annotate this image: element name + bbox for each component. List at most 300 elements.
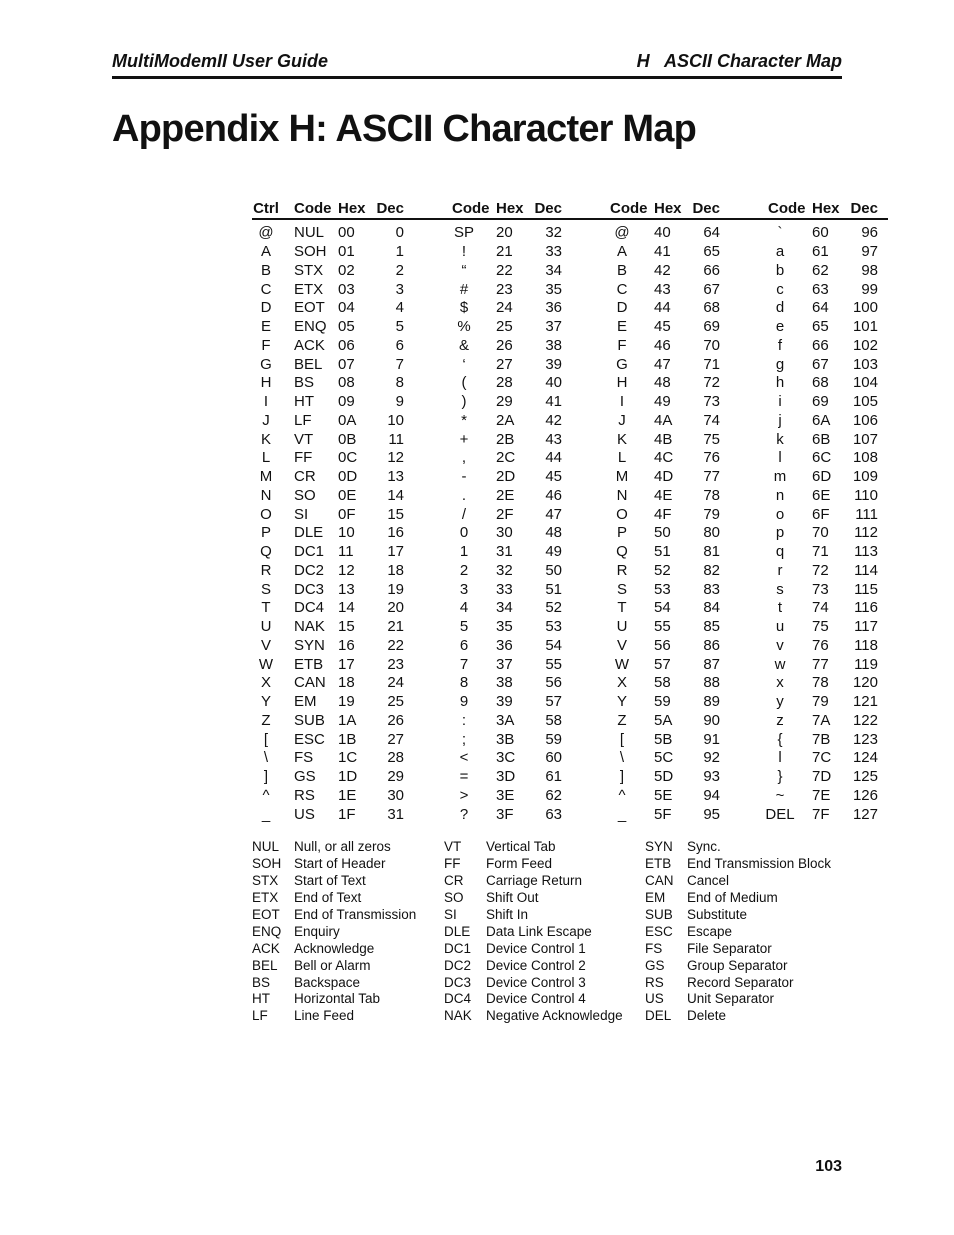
table-cell: 12	[338, 561, 355, 579]
table-cell: 34	[545, 261, 562, 279]
table-cell: J	[262, 411, 270, 429]
table-cell: 63	[812, 280, 829, 298]
table-cell: 90	[703, 711, 720, 729]
legend-abbreviation: EOT	[252, 907, 280, 922]
table-cell: e	[775, 318, 785, 336]
table-cell: 114	[854, 561, 878, 579]
table-cell: 6B	[812, 430, 831, 448]
table-cell: S	[260, 580, 271, 598]
table-cell: 16	[387, 524, 404, 542]
table-cell: 18	[387, 561, 404, 579]
table-cell: 13	[387, 468, 404, 486]
table-cell: 3	[395, 280, 404, 298]
table-cell: 62	[812, 261, 829, 279]
table-cell: 6A	[812, 411, 831, 429]
column-header: Ctrl	[253, 200, 279, 217]
table-cell: SOH	[294, 243, 327, 261]
table-cell: 3C	[496, 749, 516, 767]
table-cell: 63	[545, 805, 562, 823]
table-cell: SUB	[294, 711, 325, 729]
table-cell: R	[260, 561, 272, 579]
table-cell: z	[776, 711, 784, 729]
table-cell: 2D	[496, 468, 516, 486]
table-row	[252, 487, 888, 506]
legend-description: File Separator	[687, 940, 772, 956]
table-cell: 8	[395, 374, 404, 392]
table-cell: l	[778, 749, 782, 767]
table-row	[252, 693, 888, 712]
table-cell: 73	[812, 580, 829, 598]
table-cell: 1	[395, 243, 404, 261]
table-cell: DC3	[294, 580, 325, 598]
table-cell: L	[261, 449, 271, 467]
table-cell: ]	[619, 768, 625, 786]
table-cell: 6E	[812, 486, 831, 504]
table-cell: <	[459, 749, 469, 767]
legend-abbreviation: RS	[645, 974, 664, 990]
table-cell: 5A	[654, 711, 673, 729]
table-cell: X	[260, 674, 271, 692]
table-cell: 43	[545, 430, 562, 448]
table-cell: t	[777, 599, 783, 617]
table-cell: 80	[703, 524, 720, 542]
table-row	[252, 412, 888, 431]
legend-row	[252, 923, 831, 940]
table-cell: v	[776, 636, 784, 654]
table-cell: BS	[294, 374, 315, 392]
legend-description: Carriage Return	[486, 873, 583, 889]
legend-abbreviation: CAN	[645, 873, 674, 889]
table-cell: !	[461, 243, 467, 261]
table-cell: 122	[852, 711, 878, 729]
column-header: Code	[572, 199, 654, 219]
table-cell: 11	[338, 543, 354, 561]
table-cell: `	[777, 224, 783, 242]
table-cell: 66	[812, 336, 829, 354]
table-cell: @	[614, 224, 630, 242]
table-row	[252, 355, 888, 374]
legend-abbreviation: ACK	[252, 940, 280, 956]
table-cell: M	[615, 468, 629, 486]
table-row	[252, 637, 888, 656]
table-cell: 119	[854, 655, 878, 673]
legend-abbreviation: ETB	[645, 856, 672, 872]
table-cell: M	[259, 468, 273, 486]
table-cell: 64	[703, 224, 720, 242]
table-cell: 7F	[812, 805, 830, 823]
table-row	[252, 224, 888, 243]
table-cell: 2A	[496, 411, 515, 429]
table-cell: ]	[263, 768, 269, 786]
legend-row	[252, 890, 831, 907]
table-cell: 00	[338, 224, 355, 242]
table-cell: RS	[294, 786, 315, 804]
table-cell: 70	[812, 524, 829, 542]
table-cell: 16	[338, 636, 355, 654]
table-cell: 89	[703, 693, 720, 711]
table-cell: 93	[703, 768, 720, 786]
table-cell: 26	[387, 711, 404, 729]
table-cell: 45	[654, 318, 671, 336]
table-row	[252, 374, 888, 393]
table-cell: ^	[618, 786, 626, 804]
table-cell: 52	[545, 599, 562, 617]
table-cell: 46	[654, 336, 671, 354]
table-cell: SO	[294, 486, 316, 504]
table-cell: DLE	[294, 524, 324, 542]
table-cell: T	[617, 599, 627, 617]
legend-abbreviation: DC2	[444, 957, 472, 973]
column-header: Code	[280, 199, 338, 219]
table-cell: 78	[703, 486, 720, 504]
table-cell: S	[616, 580, 627, 598]
table-cell: V	[260, 636, 271, 654]
ascii-table-body	[252, 219, 888, 824]
legend-abbreviation: US	[645, 991, 664, 1007]
table-cell: k	[776, 430, 784, 448]
table-row	[252, 449, 888, 468]
table-cell: [	[619, 730, 625, 748]
table-cell: 117	[854, 618, 878, 636]
table-cell: 85	[703, 618, 720, 636]
table-cell: 40	[545, 374, 562, 392]
table-cell: 21	[387, 618, 404, 636]
table-row	[252, 730, 888, 749]
table-cell: ‘	[462, 355, 466, 373]
table-cell: 7E	[812, 786, 831, 804]
table-cell: G	[616, 355, 628, 373]
table-cell: NUL	[294, 224, 325, 242]
legend-description: Unit Separator	[687, 991, 775, 1007]
table-cell: K	[616, 430, 627, 448]
table-cell: W	[258, 655, 274, 673]
legend-description: Substitute	[687, 907, 748, 922]
table-cell: :	[461, 711, 467, 729]
table-cell: Q	[260, 543, 272, 561]
table-cell: 15	[387, 505, 404, 523]
table-cell: 113	[854, 543, 878, 561]
table-cell: 29	[496, 393, 513, 411]
header-guide-title: MultiModemII User Guide	[112, 51, 329, 71]
table-cell: I	[263, 393, 269, 411]
table-row	[252, 580, 888, 599]
table-cell: 7B	[812, 730, 831, 748]
table-cell: 1	[459, 543, 469, 561]
table-cell: 39	[545, 355, 562, 373]
legend-description: Device Control 4	[486, 991, 586, 1007]
table-cell: 14	[338, 599, 355, 617]
legend-description: Vertical Tab	[486, 839, 556, 855]
table-cell: 127	[852, 805, 878, 823]
table-cell: 27	[387, 730, 404, 748]
table-cell: 106	[852, 411, 878, 429]
table-cell: 110	[854, 486, 878, 504]
table-cell: 12	[387, 449, 404, 467]
table-cell: 68	[812, 374, 829, 392]
table-cell: H	[616, 374, 628, 392]
table-row	[252, 787, 888, 806]
table-cell: 29	[387, 768, 404, 786]
legend-description: Bell or Alarm	[294, 957, 371, 973]
table-cell: 54	[545, 636, 562, 654]
table-cell: 48	[545, 524, 562, 542]
page-number: 103	[815, 1158, 842, 1175]
table-cell: 09	[338, 393, 355, 411]
table-cell: 41	[545, 393, 562, 411]
table-cell: 4E	[654, 486, 673, 504]
legend-abbreviation: SYN	[645, 839, 673, 855]
table-cell: @	[258, 224, 274, 242]
table-cell: )	[461, 393, 467, 411]
legend-abbreviation: ESC	[645, 923, 673, 939]
table-cell: 9	[395, 393, 404, 411]
legend-abbreviation: VT	[444, 839, 462, 855]
table-cell: 9	[459, 693, 469, 711]
table-cell: 5C	[654, 749, 674, 767]
legend-abbreviation: STX	[252, 873, 279, 889]
table-cell: 27	[496, 355, 513, 373]
table-cell: 58	[545, 711, 562, 729]
table-row	[252, 243, 888, 262]
table-cell: 56	[654, 636, 671, 654]
table-cell: 51	[654, 543, 671, 561]
table-cell: R	[616, 561, 628, 579]
table-cell: 25	[387, 693, 404, 711]
table-cell: 99	[861, 280, 878, 298]
table-cell: 65	[703, 243, 720, 261]
table-row	[252, 337, 888, 356]
table-cell: 34	[496, 599, 513, 617]
table-cell: A	[260, 243, 271, 261]
table-cell: 60	[545, 749, 562, 767]
table-cell: J	[618, 411, 626, 429]
table-cell: 102	[852, 336, 878, 354]
table-cell: _	[261, 805, 271, 823]
legend-description: Negative Acknowledge	[486, 1008, 623, 1024]
table-cell: U	[260, 618, 272, 636]
table-cell: LF	[294, 411, 312, 429]
page-header	[112, 46, 842, 79]
table-cell: 10	[387, 411, 404, 429]
table-cell: j	[778, 411, 782, 429]
table-cell: 19	[338, 693, 355, 711]
column-header: Hex	[338, 199, 372, 219]
table-row	[252, 749, 888, 768]
column-header: Code	[730, 199, 812, 219]
column-header: Dec	[688, 199, 730, 219]
table-cell: 42	[654, 261, 671, 279]
table-cell: DC2	[294, 561, 325, 579]
table-cell: 76	[703, 449, 720, 467]
table-cell: 3F	[496, 805, 514, 823]
table-cell: O	[616, 505, 628, 523]
column-header: Dec	[530, 199, 572, 219]
table-cell: FS	[294, 749, 314, 767]
table-cell: 6	[459, 636, 469, 654]
table-row	[252, 674, 888, 693]
legend-abbreviation: DC4	[444, 991, 472, 1007]
legend-abbreviation: SOH	[252, 856, 282, 872]
table-cell: GS	[294, 768, 316, 786]
table-cell: 4	[459, 599, 469, 617]
table-cell: BEL	[294, 355, 323, 373]
table-cell: 4A	[654, 411, 673, 429]
table-cell: X	[616, 674, 627, 692]
table-cell: 26	[496, 336, 513, 354]
table-cell: 70	[703, 336, 720, 354]
table-cell: ?	[459, 805, 469, 823]
legend-abbreviation: HT	[252, 991, 270, 1007]
table-cell: DC4	[294, 599, 325, 617]
legend-abbreviation: SI	[444, 907, 457, 922]
table-cell: 97	[861, 243, 878, 261]
table-cell: 101	[852, 318, 878, 336]
table-cell: 4F	[654, 505, 672, 523]
table-cell: 121	[852, 693, 878, 711]
table-cell: 75	[703, 430, 720, 448]
table-cell: P	[616, 524, 627, 542]
table-row	[252, 393, 888, 412]
table-cell: 120	[852, 674, 878, 692]
table-cell: E	[616, 318, 627, 336]
table-row	[252, 468, 888, 487]
table-cell: SYN	[294, 636, 325, 654]
table-cell: 104	[852, 374, 878, 392]
table-cell: “	[461, 261, 467, 279]
table-cell: 67	[812, 355, 829, 373]
legend-description: Cancel	[687, 873, 730, 889]
legend-row	[252, 957, 831, 974]
table-cell: 64	[812, 299, 829, 317]
table-cell: 2C	[496, 449, 516, 467]
table-cell: 17	[387, 543, 404, 561]
table-cell: 62	[545, 786, 562, 804]
legend-description: Device Control 2	[486, 957, 586, 973]
page-title: Appendix H: ASCII Character Map	[112, 108, 696, 150]
table-cell: 08	[338, 374, 355, 392]
table-cell: f	[777, 336, 783, 354]
table-cell: 4	[395, 299, 404, 317]
table-cell: 0B	[338, 430, 357, 448]
table-cell: g	[775, 355, 785, 373]
table-cell: 30	[496, 524, 513, 542]
table-cell: V	[616, 636, 627, 654]
table-cell: 69	[812, 393, 829, 411]
table-cell: Z	[261, 711, 271, 729]
table-row	[252, 712, 888, 731]
table-cell: _	[617, 805, 627, 823]
table-cell: EM	[294, 693, 317, 711]
table-cell: \	[619, 749, 625, 767]
table-cell: d	[775, 299, 785, 317]
table-cell: 2E	[496, 486, 515, 504]
legend-abbreviation: CR	[444, 873, 464, 889]
table-cell: 3E	[496, 786, 515, 804]
legend-description: Data Link Escape	[486, 923, 592, 939]
table-cell: 1E	[338, 786, 357, 804]
table-cell: 77	[812, 655, 829, 673]
legend-abbreviation: ETX	[252, 890, 279, 906]
table-cell: 1C	[338, 749, 358, 767]
table-row	[252, 599, 888, 618]
legend-description: Device Control 3	[486, 974, 586, 990]
column-header: Code	[414, 199, 496, 219]
table-cell: 74	[703, 411, 720, 429]
table-cell: 49	[545, 543, 562, 561]
table-cell: 123	[852, 730, 878, 748]
legend-abbreviation: DLE	[444, 923, 471, 939]
table-cell: 0F	[338, 505, 356, 523]
table-cell: 88	[703, 674, 720, 692]
table-cell: 96	[861, 224, 878, 242]
table-cell: x	[776, 674, 784, 692]
table-cell: 53	[654, 580, 671, 598]
table-cell: 2	[459, 561, 469, 579]
table-cell: ESC	[294, 730, 325, 748]
table-cell: D	[616, 299, 628, 317]
table-cell: 7C	[812, 749, 832, 767]
table-cell: 05	[338, 318, 355, 336]
table-cell: 4D	[654, 468, 674, 486]
legend-row	[252, 991, 831, 1008]
table-cell: 50	[654, 524, 671, 542]
column-header: Hex	[812, 199, 846, 219]
table-cell: Y	[260, 693, 271, 711]
table-cell: 81	[703, 543, 720, 561]
table-cell: T	[261, 599, 271, 617]
legend-abbreviation: GS	[645, 957, 665, 973]
table-cell: 1B	[338, 730, 357, 748]
table-cell: 0	[459, 524, 469, 542]
table-cell: m	[773, 468, 787, 486]
table-cell: 84	[703, 599, 720, 617]
table-cell: 07	[338, 355, 355, 373]
table-cell: n	[775, 486, 785, 504]
table-cell: 03	[338, 280, 355, 298]
table-cell: 10	[338, 524, 355, 542]
table-cell: 47	[545, 505, 562, 523]
table-row	[252, 430, 888, 449]
table-cell: 83	[703, 580, 720, 598]
legend-description: Backspace	[294, 974, 361, 990]
table-cell: 116	[854, 599, 878, 617]
legend-row	[252, 907, 831, 924]
table-cell: 23	[387, 655, 404, 673]
table-cell: ENQ	[294, 318, 327, 336]
legend-row	[252, 940, 831, 957]
table-cell: 86	[703, 636, 720, 654]
table-cell: h	[775, 374, 785, 392]
legend-abbreviation: DC3	[444, 974, 472, 990]
table-cell: 22	[496, 261, 513, 279]
table-cell: 39	[496, 693, 513, 711]
table-cell: $	[459, 299, 469, 317]
table-cell: B	[260, 261, 271, 279]
table-cell: ~	[775, 786, 785, 804]
legend-row	[252, 1008, 831, 1025]
table-cell: 3B	[496, 730, 515, 748]
table-cell: 32	[545, 224, 562, 242]
table-cell: i	[778, 393, 782, 411]
table-cell: 36	[496, 636, 513, 654]
table-cell: o	[775, 505, 785, 523]
table-cell: HT	[294, 393, 314, 411]
table-cell: 56	[545, 674, 562, 692]
legend-abbreviation: SO	[444, 890, 464, 906]
table-cell: Y	[616, 693, 627, 711]
table-cell: 1D	[338, 768, 358, 786]
table-cell: l	[778, 449, 782, 467]
